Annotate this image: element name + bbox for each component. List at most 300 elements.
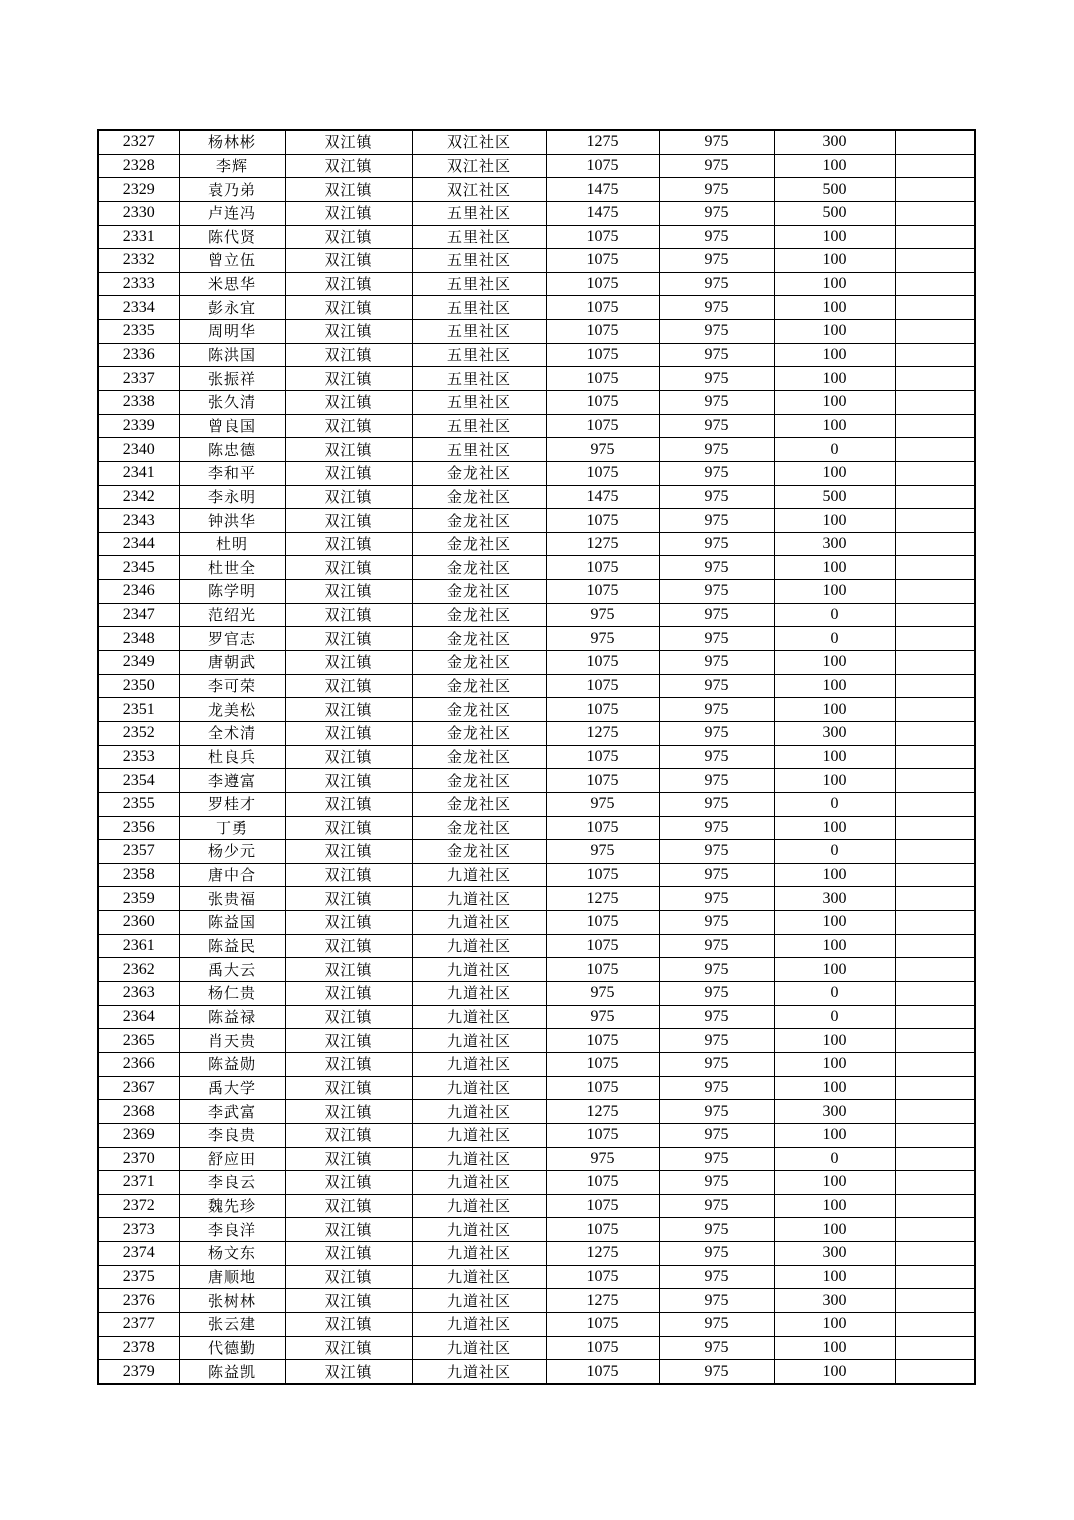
table-row <box>98 225 975 249</box>
remarks-cell <box>895 1289 975 1313</box>
person-name-cell: 陈洪国 <box>179 343 285 367</box>
community-name-cell: 九道社区 <box>412 911 546 935</box>
table-row <box>98 1100 975 1124</box>
town-name-cell: 双江镇 <box>285 1336 412 1360</box>
remarks-cell <box>895 1076 975 1100</box>
record-number-cell: 2362 <box>98 958 179 982</box>
town-name-cell: 双江镇 <box>285 1171 412 1195</box>
community-name-cell: 金龙社区 <box>412 816 546 840</box>
community-name-cell: 金龙社区 <box>412 603 546 627</box>
table-row <box>98 698 975 722</box>
table-row <box>98 556 975 580</box>
community-name-cell: 金龙社区 <box>412 580 546 604</box>
community-name-cell: 双江社区 <box>412 130 546 154</box>
amount-extra-cell: 100 <box>774 1265 895 1289</box>
remarks-cell <box>895 367 975 391</box>
record-number-cell: 2367 <box>98 1076 179 1100</box>
table-row <box>98 532 975 556</box>
record-number-cell: 2353 <box>98 745 179 769</box>
amount-total-cell: 1075 <box>546 391 659 415</box>
amount-total-cell: 1075 <box>546 320 659 344</box>
community-name-cell: 九道社区 <box>412 1336 546 1360</box>
remarks-cell <box>895 249 975 273</box>
remarks-cell <box>895 698 975 722</box>
community-name-cell: 九道社区 <box>412 1360 546 1384</box>
record-number-cell: 2333 <box>98 272 179 296</box>
community-name-cell: 五里社区 <box>412 391 546 415</box>
amount-base-cell: 975 <box>659 603 774 627</box>
remarks-cell <box>895 320 975 344</box>
town-name-cell: 双江镇 <box>285 509 412 533</box>
community-name-cell: 九道社区 <box>412 1218 546 1242</box>
amount-extra-cell: 100 <box>774 225 895 249</box>
amount-base-cell: 975 <box>659 1171 774 1195</box>
town-name-cell: 双江镇 <box>285 1312 412 1336</box>
community-name-cell: 五里社区 <box>412 201 546 225</box>
community-name-cell: 九道社区 <box>412 1312 546 1336</box>
record-number-cell: 2330 <box>98 201 179 225</box>
person-name-cell: 李良贵 <box>179 1123 285 1147</box>
amount-base-cell: 975 <box>659 461 774 485</box>
amount-total-cell: 975 <box>546 840 659 864</box>
remarks-cell <box>895 982 975 1006</box>
record-number-cell: 2351 <box>98 698 179 722</box>
person-name-cell: 张贵福 <box>179 887 285 911</box>
amount-extra-cell: 300 <box>774 532 895 556</box>
amount-total-cell: 975 <box>546 438 659 462</box>
person-name-cell: 罗官志 <box>179 627 285 651</box>
amount-base-cell: 975 <box>659 178 774 202</box>
amount-extra-cell: 100 <box>774 367 895 391</box>
table-row <box>98 816 975 840</box>
amount-extra-cell: 0 <box>774 438 895 462</box>
record-number-cell: 2374 <box>98 1242 179 1266</box>
table-row <box>98 934 975 958</box>
amount-total-cell: 1475 <box>546 201 659 225</box>
town-name-cell: 双江镇 <box>285 414 412 438</box>
town-name-cell: 双江镇 <box>285 698 412 722</box>
person-name-cell: 陈代贤 <box>179 225 285 249</box>
person-name-cell: 米思华 <box>179 272 285 296</box>
amount-base-cell: 975 <box>659 414 774 438</box>
table-row <box>98 1312 975 1336</box>
amount-total-cell: 975 <box>546 982 659 1006</box>
community-name-cell: 金龙社区 <box>412 721 546 745</box>
amount-base-cell: 975 <box>659 651 774 675</box>
table-row <box>98 509 975 533</box>
table-row <box>98 1029 975 1053</box>
community-name-cell: 九道社区 <box>412 1029 546 1053</box>
town-name-cell: 双江镇 <box>285 934 412 958</box>
table-row <box>98 154 975 178</box>
record-number-cell: 2358 <box>98 863 179 887</box>
amount-base-cell: 975 <box>659 1147 774 1171</box>
table-row <box>98 745 975 769</box>
town-name-cell: 双江镇 <box>285 1242 412 1266</box>
table-row <box>98 343 975 367</box>
person-name-cell: 袁乃弟 <box>179 178 285 202</box>
community-name-cell: 金龙社区 <box>412 745 546 769</box>
town-name-cell: 双江镇 <box>285 485 412 509</box>
table-row <box>98 1242 975 1266</box>
amount-extra-cell: 100 <box>774 1029 895 1053</box>
amount-base-cell: 975 <box>659 320 774 344</box>
remarks-cell <box>895 769 975 793</box>
remarks-cell <box>895 1194 975 1218</box>
record-number-cell: 2379 <box>98 1360 179 1384</box>
remarks-cell <box>895 651 975 675</box>
amount-total-cell: 1075 <box>546 745 659 769</box>
remarks-cell <box>895 840 975 864</box>
record-number-cell: 2378 <box>98 1336 179 1360</box>
amount-base-cell: 975 <box>659 698 774 722</box>
amount-base-cell: 975 <box>659 485 774 509</box>
record-number-cell: 2357 <box>98 840 179 864</box>
amount-total-cell: 1075 <box>546 343 659 367</box>
town-name-cell: 双江镇 <box>285 391 412 415</box>
amount-total-cell: 1275 <box>546 1242 659 1266</box>
remarks-cell <box>895 414 975 438</box>
amount-base-cell: 975 <box>659 934 774 958</box>
community-name-cell: 五里社区 <box>412 343 546 367</box>
town-name-cell: 双江镇 <box>285 887 412 911</box>
community-name-cell: 九道社区 <box>412 1194 546 1218</box>
person-name-cell: 龙美松 <box>179 698 285 722</box>
remarks-cell <box>895 627 975 651</box>
community-name-cell: 双江社区 <box>412 178 546 202</box>
amount-total-cell: 1275 <box>546 887 659 911</box>
person-name-cell: 范绍光 <box>179 603 285 627</box>
community-name-cell: 金龙社区 <box>412 556 546 580</box>
remarks-cell <box>895 958 975 982</box>
community-name-cell: 金龙社区 <box>412 698 546 722</box>
amount-extra-cell: 100 <box>774 651 895 675</box>
amount-extra-cell: 100 <box>774 249 895 273</box>
remarks-cell <box>895 1265 975 1289</box>
town-name-cell: 双江镇 <box>285 1052 412 1076</box>
table-row <box>98 461 975 485</box>
person-name-cell: 陈益禄 <box>179 1005 285 1029</box>
record-number-cell: 2331 <box>98 225 179 249</box>
table-row <box>98 1336 975 1360</box>
table-row <box>98 982 975 1006</box>
person-name-cell: 陈益勋 <box>179 1052 285 1076</box>
amount-extra-cell: 300 <box>774 130 895 154</box>
remarks-cell <box>895 1052 975 1076</box>
remarks-cell <box>895 461 975 485</box>
person-name-cell: 代德勤 <box>179 1336 285 1360</box>
table-row <box>98 1171 975 1195</box>
table-row <box>98 201 975 225</box>
town-name-cell: 双江镇 <box>285 556 412 580</box>
table-row <box>98 1289 975 1313</box>
community-name-cell: 五里社区 <box>412 438 546 462</box>
amount-extra-cell: 100 <box>774 154 895 178</box>
amount-extra-cell: 300 <box>774 1289 895 1313</box>
amount-base-cell: 975 <box>659 1336 774 1360</box>
person-name-cell: 张树林 <box>179 1289 285 1313</box>
table-row <box>98 887 975 911</box>
person-name-cell: 舒应田 <box>179 1147 285 1171</box>
remarks-cell <box>895 816 975 840</box>
community-name-cell: 金龙社区 <box>412 485 546 509</box>
amount-total-cell: 1075 <box>546 769 659 793</box>
record-number-cell: 2356 <box>98 816 179 840</box>
amount-total-cell: 1075 <box>546 816 659 840</box>
person-name-cell: 李武富 <box>179 1100 285 1124</box>
table-row <box>98 367 975 391</box>
amount-base-cell: 975 <box>659 863 774 887</box>
record-number-cell: 2339 <box>98 414 179 438</box>
community-name-cell: 九道社区 <box>412 934 546 958</box>
person-name-cell: 禹大云 <box>179 958 285 982</box>
remarks-cell <box>895 934 975 958</box>
amount-total-cell: 975 <box>546 603 659 627</box>
person-name-cell: 李可荣 <box>179 674 285 698</box>
remarks-cell <box>895 485 975 509</box>
amount-base-cell: 975 <box>659 674 774 698</box>
table-row <box>98 485 975 509</box>
town-name-cell: 双江镇 <box>285 1076 412 1100</box>
amount-extra-cell: 100 <box>774 343 895 367</box>
person-name-cell: 陈学明 <box>179 580 285 604</box>
amount-base-cell: 975 <box>659 887 774 911</box>
amount-extra-cell: 100 <box>774 674 895 698</box>
community-name-cell: 九道社区 <box>412 1147 546 1171</box>
record-number-cell: 2348 <box>98 627 179 651</box>
remarks-cell <box>895 154 975 178</box>
record-number-cell: 2344 <box>98 532 179 556</box>
remarks-cell <box>895 1242 975 1266</box>
table-row <box>98 674 975 698</box>
person-name-cell: 唐顺地 <box>179 1265 285 1289</box>
community-name-cell: 九道社区 <box>412 958 546 982</box>
person-name-cell: 张云建 <box>179 1312 285 1336</box>
amount-base-cell: 975 <box>659 249 774 273</box>
town-name-cell: 双江镇 <box>285 1100 412 1124</box>
amount-total-cell: 1075 <box>546 1194 659 1218</box>
amount-total-cell: 1075 <box>546 1218 659 1242</box>
table-row <box>98 651 975 675</box>
remarks-cell <box>895 556 975 580</box>
amount-extra-cell: 100 <box>774 1336 895 1360</box>
amount-base-cell: 975 <box>659 1076 774 1100</box>
amount-extra-cell: 100 <box>774 958 895 982</box>
table-row <box>98 721 975 745</box>
record-number-cell: 2364 <box>98 1005 179 1029</box>
remarks-cell <box>895 792 975 816</box>
record-number-cell: 2336 <box>98 343 179 367</box>
town-name-cell: 双江镇 <box>285 461 412 485</box>
amount-base-cell: 975 <box>659 580 774 604</box>
amount-extra-cell: 100 <box>774 769 895 793</box>
amount-total-cell: 1075 <box>546 367 659 391</box>
amount-total-cell: 1275 <box>546 1289 659 1313</box>
amount-extra-cell: 100 <box>774 461 895 485</box>
record-number-cell: 2360 <box>98 911 179 935</box>
amount-extra-cell: 0 <box>774 792 895 816</box>
community-name-cell: 九道社区 <box>412 887 546 911</box>
town-name-cell: 双江镇 <box>285 296 412 320</box>
person-name-cell: 张振祥 <box>179 367 285 391</box>
amount-base-cell: 975 <box>659 1312 774 1336</box>
amount-base-cell: 975 <box>659 391 774 415</box>
remarks-cell <box>895 130 975 154</box>
remarks-cell <box>895 201 975 225</box>
amount-base-cell: 975 <box>659 1218 774 1242</box>
table-row <box>98 249 975 273</box>
town-name-cell: 双江镇 <box>285 603 412 627</box>
town-name-cell: 双江镇 <box>285 1360 412 1384</box>
amount-total-cell: 1075 <box>546 225 659 249</box>
amount-total-cell: 1075 <box>546 1171 659 1195</box>
town-name-cell: 双江镇 <box>285 130 412 154</box>
community-name-cell: 九道社区 <box>412 1005 546 1029</box>
table-row <box>98 178 975 202</box>
community-name-cell: 九道社区 <box>412 1123 546 1147</box>
amount-total-cell: 1075 <box>546 698 659 722</box>
remarks-cell <box>895 745 975 769</box>
remarks-cell <box>895 1360 975 1384</box>
record-number-cell: 2338 <box>98 391 179 415</box>
person-name-cell: 李和平 <box>179 461 285 485</box>
record-number-cell: 2328 <box>98 154 179 178</box>
amount-extra-cell: 100 <box>774 580 895 604</box>
remarks-cell <box>895 1005 975 1029</box>
amount-total-cell: 1075 <box>546 863 659 887</box>
amount-extra-cell: 0 <box>774 627 895 651</box>
amount-total-cell: 1075 <box>546 958 659 982</box>
amount-base-cell: 975 <box>659 438 774 462</box>
community-name-cell: 金龙社区 <box>412 509 546 533</box>
table-row <box>98 627 975 651</box>
amount-total-cell: 1075 <box>546 1312 659 1336</box>
person-name-cell: 杜明 <box>179 532 285 556</box>
amount-total-cell: 1075 <box>546 934 659 958</box>
remarks-cell <box>895 1336 975 1360</box>
amount-total-cell: 1275 <box>546 532 659 556</box>
town-name-cell: 双江镇 <box>285 982 412 1006</box>
amount-total-cell: 1075 <box>546 1336 659 1360</box>
town-name-cell: 双江镇 <box>285 721 412 745</box>
table-row <box>98 414 975 438</box>
record-number-cell: 2366 <box>98 1052 179 1076</box>
record-number-cell: 2363 <box>98 982 179 1006</box>
amount-total-cell: 1075 <box>546 414 659 438</box>
town-name-cell: 双江镇 <box>285 1289 412 1313</box>
amount-base-cell: 975 <box>659 1194 774 1218</box>
table-row <box>98 1076 975 1100</box>
amount-total-cell: 1075 <box>546 272 659 296</box>
town-name-cell: 双江镇 <box>285 1194 412 1218</box>
person-name-cell: 禹大学 <box>179 1076 285 1100</box>
remarks-cell <box>895 863 975 887</box>
person-name-cell: 唐中合 <box>179 863 285 887</box>
record-number-cell: 2361 <box>98 934 179 958</box>
community-name-cell: 九道社区 <box>412 1289 546 1313</box>
table-row <box>98 320 975 344</box>
amount-total-cell: 975 <box>546 627 659 651</box>
remarks-cell <box>895 580 975 604</box>
remarks-cell <box>895 721 975 745</box>
person-name-cell: 杨仁贵 <box>179 982 285 1006</box>
record-number-cell: 2337 <box>98 367 179 391</box>
amount-base-cell: 975 <box>659 958 774 982</box>
remarks-cell <box>895 343 975 367</box>
remarks-cell <box>895 1029 975 1053</box>
remarks-cell <box>895 178 975 202</box>
person-name-cell: 杜世全 <box>179 556 285 580</box>
amount-extra-cell: 500 <box>774 485 895 509</box>
town-name-cell: 双江镇 <box>285 1147 412 1171</box>
amount-base-cell: 975 <box>659 272 774 296</box>
records-table <box>97 129 976 1385</box>
community-name-cell: 五里社区 <box>412 414 546 438</box>
amount-base-cell: 975 <box>659 556 774 580</box>
community-name-cell: 金龙社区 <box>412 674 546 698</box>
table-row <box>98 603 975 627</box>
amount-total-cell: 975 <box>546 1005 659 1029</box>
amount-extra-cell: 100 <box>774 1171 895 1195</box>
amount-total-cell: 1475 <box>546 178 659 202</box>
community-name-cell: 九道社区 <box>412 1171 546 1195</box>
amount-base-cell: 975 <box>659 1289 774 1313</box>
table-row <box>98 792 975 816</box>
record-number-cell: 2359 <box>98 887 179 911</box>
amount-extra-cell: 100 <box>774 934 895 958</box>
remarks-cell <box>895 1218 975 1242</box>
community-name-cell: 五里社区 <box>412 367 546 391</box>
record-number-cell: 2340 <box>98 438 179 462</box>
amount-total-cell: 1475 <box>546 485 659 509</box>
amount-base-cell: 975 <box>659 1242 774 1266</box>
amount-extra-cell: 100 <box>774 745 895 769</box>
amount-base-cell: 975 <box>659 911 774 935</box>
record-number-cell: 2371 <box>98 1171 179 1195</box>
amount-extra-cell: 100 <box>774 1312 895 1336</box>
community-name-cell: 九道社区 <box>412 1052 546 1076</box>
record-number-cell: 2376 <box>98 1289 179 1313</box>
remarks-cell <box>895 532 975 556</box>
record-number-cell: 2375 <box>98 1265 179 1289</box>
community-name-cell: 九道社区 <box>412 1265 546 1289</box>
person-name-cell: 陈益国 <box>179 911 285 935</box>
amount-total-cell: 975 <box>546 792 659 816</box>
record-number-cell: 2329 <box>98 178 179 202</box>
remarks-cell <box>895 887 975 911</box>
amount-base-cell: 975 <box>659 1100 774 1124</box>
amount-total-cell: 1075 <box>546 556 659 580</box>
amount-extra-cell: 100 <box>774 911 895 935</box>
amount-extra-cell: 100 <box>774 1194 895 1218</box>
amount-total-cell: 1075 <box>546 1123 659 1147</box>
amount-total-cell: 1075 <box>546 1265 659 1289</box>
record-number-cell: 2370 <box>98 1147 179 1171</box>
record-number-cell: 2334 <box>98 296 179 320</box>
community-name-cell: 九道社区 <box>412 863 546 887</box>
person-name-cell: 丁勇 <box>179 816 285 840</box>
amount-base-cell: 975 <box>659 1052 774 1076</box>
amount-total-cell: 1075 <box>546 651 659 675</box>
table-row <box>98 769 975 793</box>
person-name-cell: 钟洪华 <box>179 509 285 533</box>
amount-total-cell: 1075 <box>546 580 659 604</box>
amount-base-cell: 975 <box>659 1005 774 1029</box>
community-name-cell: 五里社区 <box>412 249 546 273</box>
town-name-cell: 双江镇 <box>285 1005 412 1029</box>
person-name-cell: 杜良兵 <box>179 745 285 769</box>
amount-extra-cell: 300 <box>774 887 895 911</box>
